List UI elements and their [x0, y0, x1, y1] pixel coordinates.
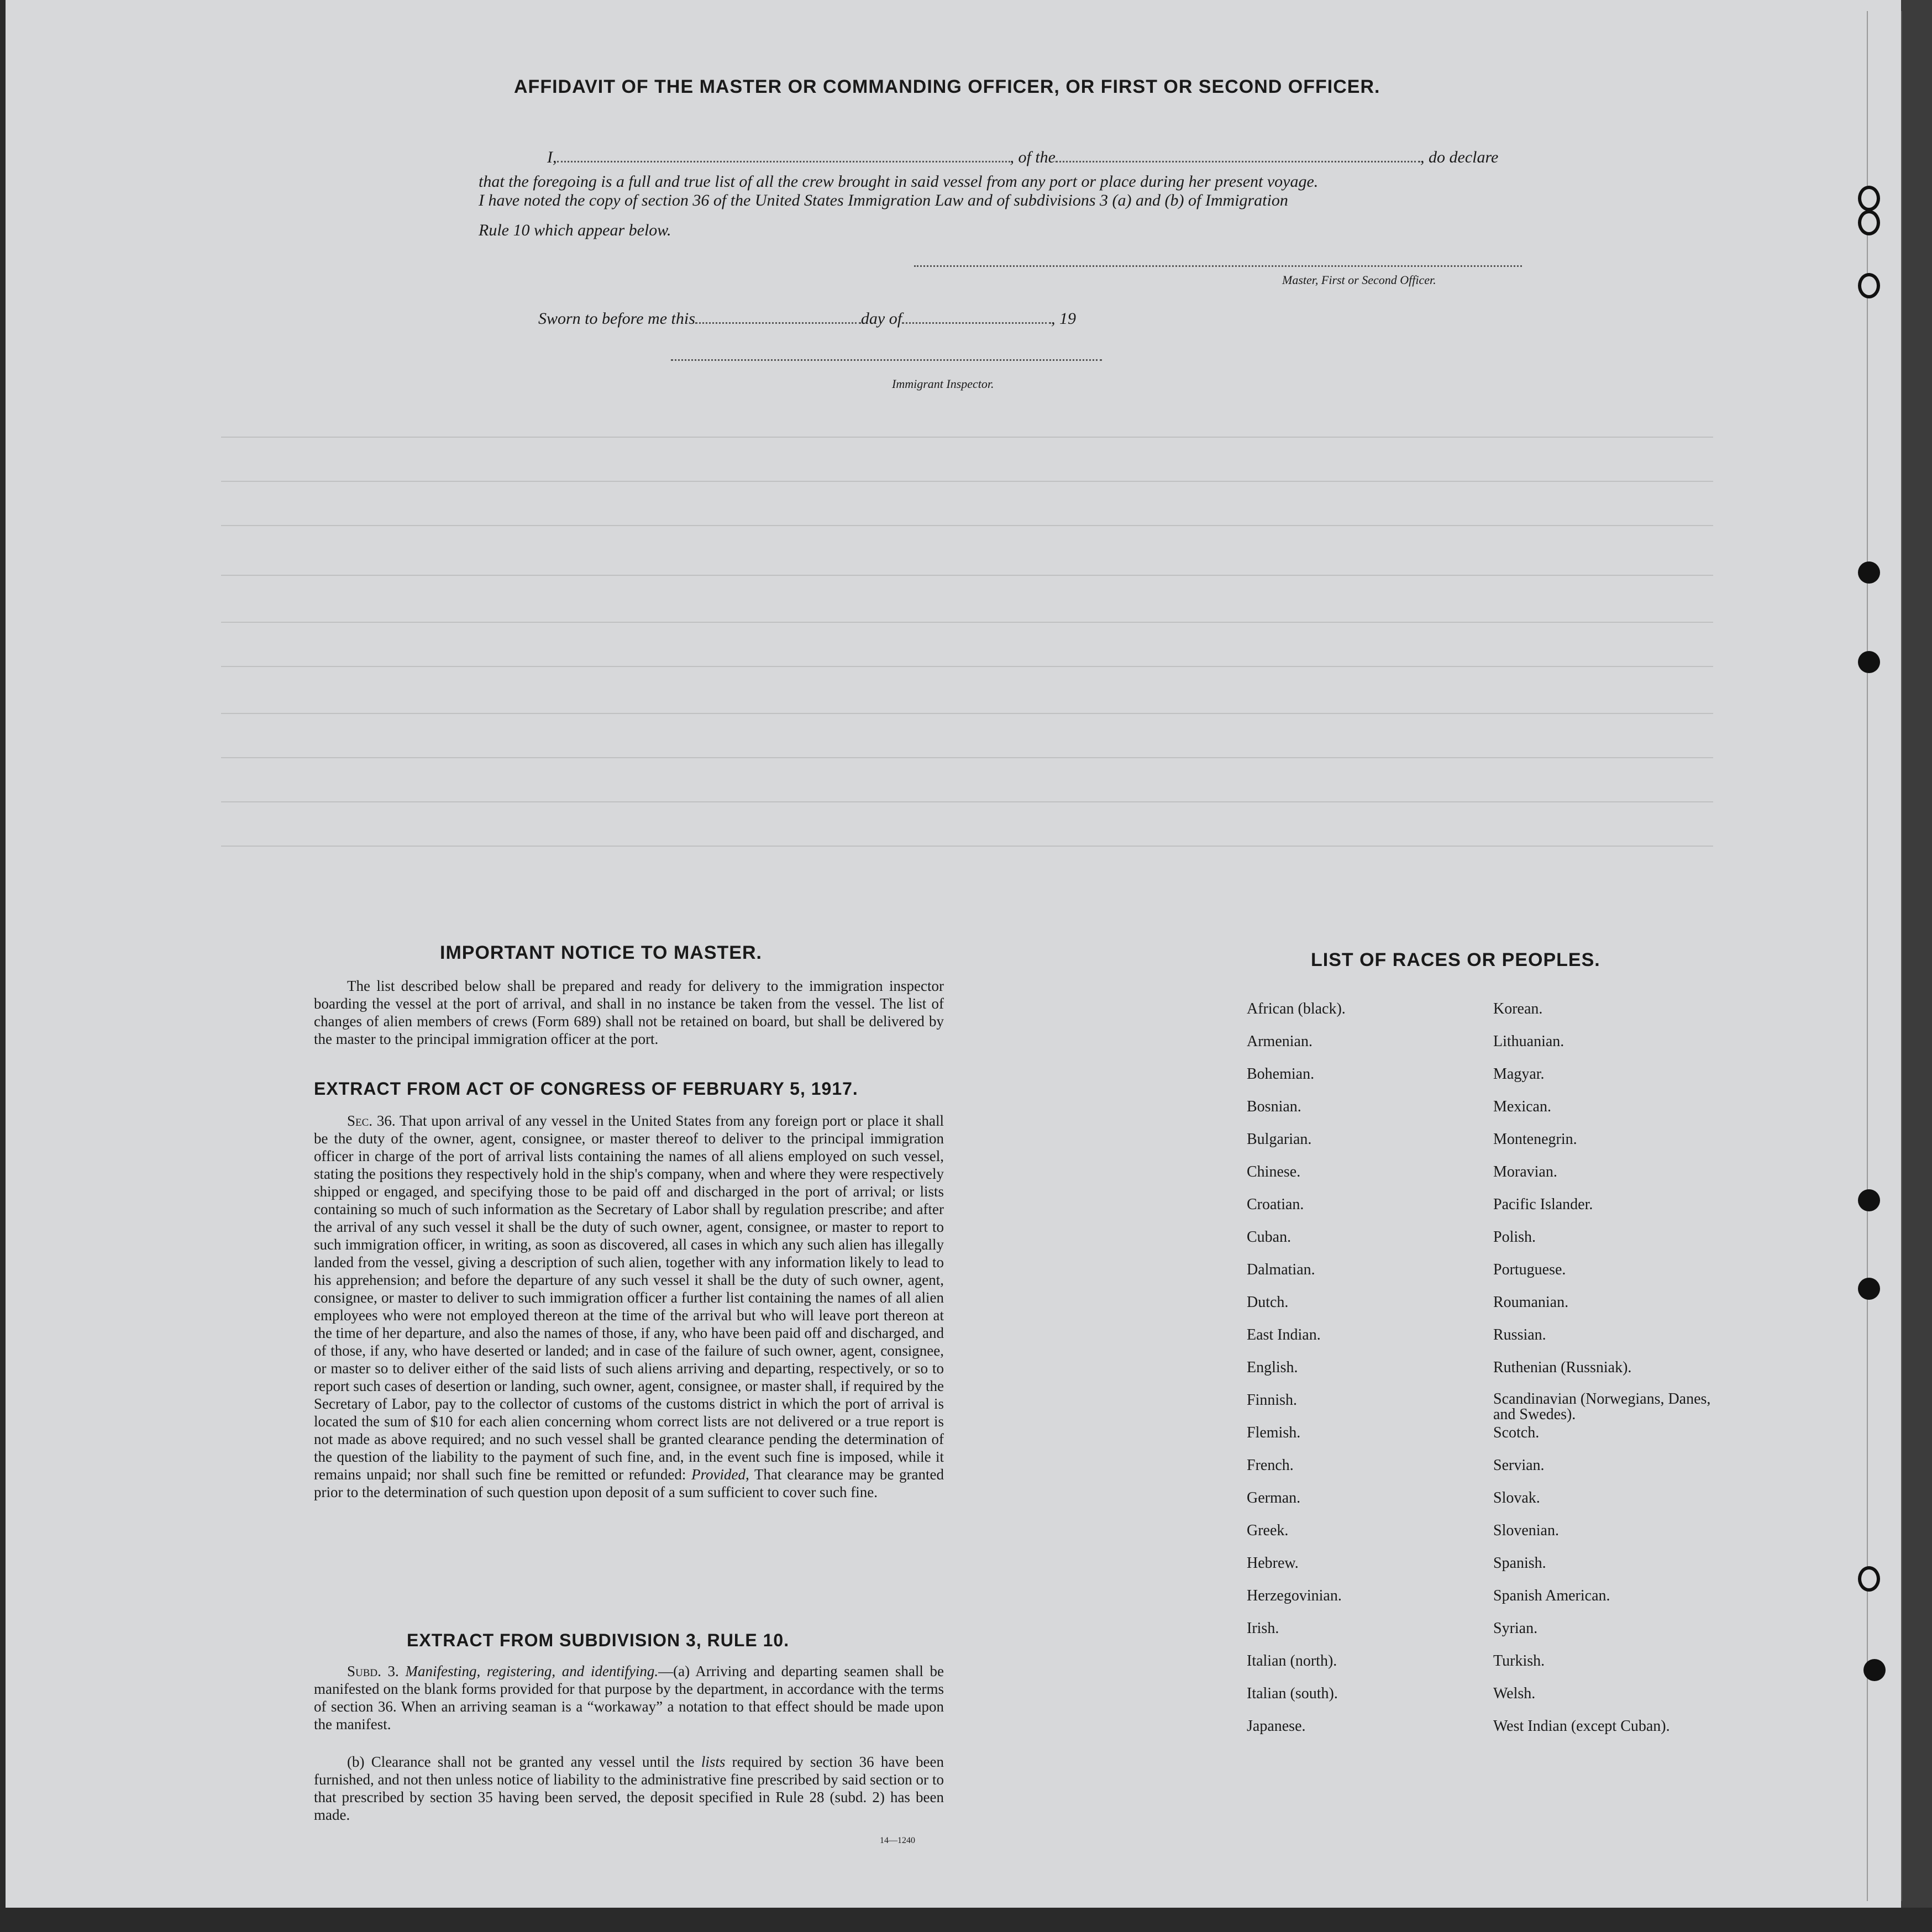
sworn-line	[538, 309, 1076, 328]
sworn-label: Sworn to before me this	[538, 309, 695, 328]
inspector-signature-label: Immigrant Inspector.	[892, 377, 994, 391]
race-item: West Indian (except Cuban).	[1493, 1718, 1670, 1735]
rule-extract-para-a	[314, 1662, 944, 1733]
binder-hole-icon	[1863, 1659, 1886, 1681]
vessel-blank-field[interactable]	[1056, 161, 1420, 162]
binding-fold-line	[1901, 11, 1902, 1901]
page-edge-bottom	[0, 1908, 1932, 1932]
race-item: Pacific Islander.	[1493, 1196, 1593, 1213]
subd-3-label: Subd. 3.	[347, 1663, 399, 1679]
master-signature-label: Master, First or Second Officer.	[1282, 273, 1436, 287]
race-item: German.	[1247, 1489, 1301, 1506]
master-signature-field[interactable]	[914, 265, 1522, 267]
race-item: Servian.	[1493, 1457, 1545, 1474]
sec-36-label: Sec. 36.	[347, 1112, 396, 1129]
affidavit-declare-label: , do declare	[1420, 148, 1499, 166]
page-edge-left	[0, 0, 6, 1932]
form-number: 14—1240	[880, 1836, 915, 1845]
binder-hole-icon	[1858, 1278, 1880, 1300]
subd-3-para-a: —(a) Arriving and departing seamen shall be manifested on the blank forms provided for that purpose by the department, in accordance with the terms of section 36. When an arriving seaman is a “workaway” a notation to that effect should be made upon the manifest.	[314, 1663, 944, 1733]
race-item: Magyar.	[1493, 1065, 1545, 1083]
notice-text: The list described below shall be prepared and ready for delivery to the immigration inspector boarding the vessel at the port of arrival, and shall in no instance be taken from the vessel. The list of changes of alien members of crews (Form 689) shall not be retained on board, but shall be delivered by the master to the principal immigration officer at the port.	[314, 978, 944, 1047]
binder-hole-icon	[1858, 651, 1880, 673]
name-blank-field[interactable]	[557, 161, 1010, 162]
binder-hole-icon	[1858, 1566, 1880, 1592]
race-item: Hebrew.	[1247, 1555, 1299, 1572]
year-label: , 19	[1051, 309, 1077, 328]
race-item: Croatian.	[1247, 1196, 1304, 1213]
act-extract-title: EXTRACT FROM ACT OF CONGRESS OF FEBRUARY 5, 1917.	[314, 1079, 858, 1099]
race-item: Chinese.	[1247, 1163, 1301, 1180]
race-item: Turkish.	[1493, 1652, 1545, 1670]
race-item: Cuban.	[1247, 1229, 1292, 1246]
race-item: French.	[1247, 1457, 1294, 1474]
binder-hole-icon	[1858, 186, 1880, 211]
race-item: Scotch.	[1493, 1424, 1540, 1441]
race-item: Irish.	[1247, 1620, 1279, 1637]
race-item: Mexican.	[1493, 1098, 1551, 1115]
race-item: Italian (north).	[1247, 1652, 1337, 1670]
inspector-signature-field[interactable]	[671, 359, 1102, 361]
binder-hole-icon	[1858, 273, 1880, 298]
race-item: Greek.	[1247, 1522, 1289, 1539]
race-item: Flemish.	[1247, 1424, 1301, 1441]
rule-extract-title: EXTRACT FROM SUBDIVISION 3, RULE 10.	[407, 1630, 790, 1650]
race-item: African (black).	[1247, 1000, 1346, 1017]
races-left-column	[1247, 1000, 1468, 1750]
race-item: Korean.	[1493, 1000, 1543, 1017]
day-of-label: day of	[860, 309, 902, 328]
race-item: Spanish American.	[1493, 1587, 1610, 1604]
race-item: East Indian.	[1247, 1326, 1321, 1343]
affidavit-line-3: I have noted the copy of section 36 of the United States Immigration Law and of subdivisions 3 (a) and (b) of Immigration	[479, 191, 1288, 209]
race-item: Finnish.	[1247, 1392, 1298, 1409]
race-item: Bulgarian.	[1247, 1131, 1312, 1148]
race-item: Armenian.	[1247, 1033, 1313, 1050]
affidavit-line-4: Rule 10 which appear below.	[479, 221, 671, 239]
races-right-column	[1493, 1000, 1725, 1750]
race-item: Polish.	[1493, 1229, 1536, 1246]
para-b-end: required by section 36 have been furnished, and not then unless notice of liability to the administrative fine prescribed by said section or to that prescribed by section 35 having been served, the deposit specified in Rule 28 (subd. 2) has been made.	[314, 1754, 944, 1823]
sworn-month-field[interactable]	[902, 322, 1051, 324]
races-title: LIST OF RACES OR PEOPLES.	[1311, 949, 1600, 970]
subd-3-heading: Manifesting, registering, and identifying.	[405, 1663, 659, 1679]
race-item: English.	[1247, 1359, 1298, 1376]
binder-hole-icon	[1858, 1189, 1880, 1211]
race-item: Bosnian.	[1247, 1098, 1301, 1115]
race-item: Syrian.	[1493, 1620, 1538, 1637]
affidavit-title: AFFIDAVIT OF THE MASTER OR COMMANDING OFFICER, OR FIRST OR SECOND OFFICER.	[514, 76, 1380, 97]
race-item: Ruthenian (Russniak).	[1493, 1359, 1632, 1376]
affidavit-line-2: that the foregoing is a full and true list of all the crew brought in said vessel from any port or place during her present voyage.	[479, 172, 1319, 191]
act-extract-text	[314, 1112, 944, 1501]
race-item: Slovak.	[1493, 1489, 1540, 1506]
para-b-lists: lists	[701, 1754, 726, 1770]
affidavit-of-label: , of the	[1010, 148, 1056, 166]
race-item: Lithuanian.	[1493, 1033, 1565, 1050]
race-item: Italian (south).	[1247, 1685, 1338, 1702]
sec-36-body-end: That clearance may be granted prior to the determination of such question upon deposit of a sum sufficient to cover such fine.	[314, 1466, 944, 1500]
race-item: Bohemian.	[1247, 1065, 1315, 1083]
race-item: Scandinavian (Norwegians, Danes, and Swedes).	[1493, 1390, 1711, 1423]
provided-label: Provided,	[691, 1466, 749, 1483]
affidavit-line-1	[547, 148, 1498, 167]
race-item: Slovenian.	[1493, 1522, 1559, 1539]
race-item: Russian.	[1493, 1326, 1546, 1343]
rule-extract-para-b	[314, 1753, 944, 1824]
race-item: Herzegovinian.	[1247, 1587, 1342, 1604]
race-item: Montenegrin.	[1493, 1131, 1577, 1148]
affidavit-i-label: I,	[547, 148, 557, 166]
race-item: Japanese.	[1247, 1718, 1306, 1735]
page-edge-right	[1901, 0, 1932, 1932]
binder-hole-icon	[1858, 561, 1880, 584]
race-item: Moravian.	[1493, 1163, 1557, 1180]
race-item: Dutch.	[1247, 1294, 1289, 1311]
race-item: Roumanian.	[1493, 1294, 1569, 1311]
para-b-start: (b) Clearance shall not be granted any vessel until the	[347, 1754, 695, 1770]
sec-36-body: That upon arrival of any vessel in the United States from any foreign port or place it shall be the duty of the owner, agent, consignee, or master thereof to deliver to the principal immigration officer in charge of the port of arrival lists containing the names of all aliens employed on such vessel, stating the positions they respectively hold in the ship's company, when and where they were respectively shipped or engaged, and specifying those to be paid off and discharged in the port of arrival; or lists containing so much of such information as the Secretary of Labor shall by regulation prescribe; and after the arrival of any such vessel it shall be the duty of such owner, agent, consignee, or master to report to such immigration officer, in writing, as soon as discovered, all cases in which any such alien has illegally landed from the vessel, giving a description of such alien, together with any information likely to lead to his apprehension; and before the departure of any such vessel it shall be the duty of such owner, agent, consignee, or master to deliver to such immigration officer a further list containing the names of all alien employees who were not employed thereon at the time of the arrival but who will leave port thereon at the time of her departure, and also the names of those, if any, who have been paid off and discharged, and of those, if any, who have deserted or landed; and in case of the failure of such owner, agent, consignee, or master so to deliver either of the said lists of such aliens arriving and departing, respectively, or so to report such cases of desertion or landing, such owner, agent, consignee, or master shall, if required by the Secretary of Labor, pay to the collector of customs of the customs district in which the port of arrival is located the sum of $10 for each alien concerning whom correct lists are not delivered or a true report is not made as above required; and no such vessel shall be granted clearance pending the determination of the question of the liability to the payment of such fine, and, in the event such fine is imposed, while it remains unpaid; nor shall such fine be remitted or refunded:	[314, 1112, 944, 1483]
notice-title: IMPORTANT NOTICE TO MASTER.	[440, 942, 762, 963]
sworn-day-field[interactable]	[695, 322, 861, 324]
race-item: Portuguese.	[1493, 1261, 1566, 1278]
binder-hole-icon	[1858, 210, 1880, 235]
race-item: Welsh.	[1493, 1685, 1536, 1702]
race-item: Dalmatian.	[1247, 1261, 1315, 1278]
race-item: Spanish.	[1493, 1555, 1546, 1572]
